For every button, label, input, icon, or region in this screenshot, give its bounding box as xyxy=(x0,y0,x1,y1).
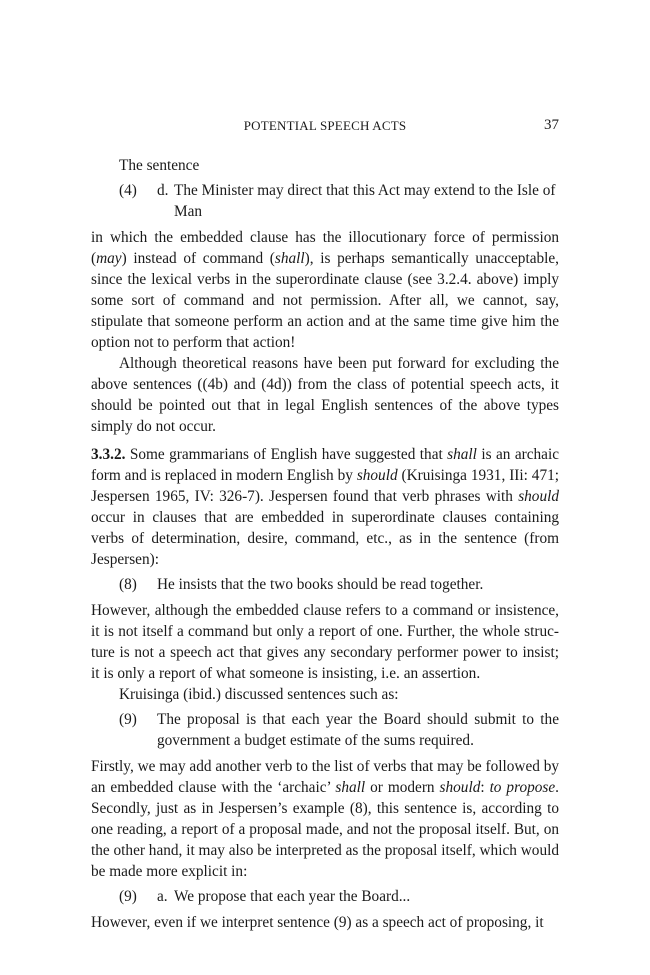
term-to-propose: to propose xyxy=(489,779,556,796)
body-text xyxy=(91,155,559,933)
paragraph-final: However, even if we interpret sentence (9) as a speech act of proposing, it xyxy=(91,914,544,931)
example-letter: a. xyxy=(157,888,168,905)
example-number: (4) xyxy=(119,182,137,199)
paragraph-propose: Firstly, we may add another verb to the list of verbs that may be followed by an embedded clause with the ‘archaic’ shall or modern should: to propose. Secondly, just as in Jespersen’s example (8), this sentence is, according to one reading, a report of a proposal made, and not the proposal itself. But, on the other hand, it may also be interpreted as the proposal itself, which would be made more explicit in: xyxy=(91,758,560,880)
term-shall: shall xyxy=(274,250,305,267)
intro-line: The sentence xyxy=(119,157,200,174)
book-page xyxy=(91,0,559,975)
paragraph-insistence: However, although the embedded clause refers to a command or insistence, it is not itself a command but only a report of one. Further, the whole structure is not a speech act that gives any secondary performer power to insist; it is only a report of what someone is insisting, i.e. an assertion. xyxy=(91,602,559,682)
example-body xyxy=(157,180,559,222)
running-head xyxy=(91,118,559,138)
example-text-line-2: Man xyxy=(174,203,203,220)
example-number: (9) xyxy=(119,888,137,905)
example-4d xyxy=(91,180,559,222)
example-text-line-1: The Minister may direct that this Act may extend to the Isle of xyxy=(174,182,556,199)
paragraph-permission: in which the embedded clause has the illocutionary force of permission (may) instead of command (shall), is perhaps semantically unacceptable, since the lexical verbs in the superordinate clause (see 3.2.4. above) imply some sort of command and not permission. After all, we cannot, say, stipulate that someone perform an action and at the same time give him the option not to perform that action! xyxy=(91,229,559,351)
example-letter: d. xyxy=(157,182,169,199)
paragraph-legal-english: Although theoretical reasons have been put forward for excluding the above sentences ((4b) and (4d)) from the class of potential speech acts, it should be pointed out that in legal English sentences of the above types simply do not occur. xyxy=(91,355,559,435)
example-8 xyxy=(91,574,559,595)
paragraph-section-3-3-2: 3.3.2. Some grammarians of English have suggested that shall is an archaic form and is replaced in modern English by should (Kruisinga 1931, IIi: 471; Jespersen 1965, IV: 326-7). Jespersen found that verb phrases with should occur in clauses that are embedded in superordinate clauses containing verbs of determination, desire, command, etc., as in the sentence (from Jespersen): xyxy=(91,446,559,568)
paragraph-kruisinga: Kruisinga (ibid.) discussed sentences such as: xyxy=(119,686,399,703)
example-text: We propose that each year the Board... xyxy=(174,888,411,905)
running-head-title: POTENTIAL SPEECH ACTS xyxy=(243,118,407,133)
example-text: The proposal is that each year the Board should submit to the government a budget estimate of the sums required. xyxy=(157,711,559,749)
page-number: 37 xyxy=(544,117,559,133)
example-number: (8) xyxy=(119,576,137,593)
term-may: may xyxy=(96,250,122,267)
example-9a xyxy=(91,886,559,907)
example-9 xyxy=(91,709,559,751)
section-number: 3.3.2. xyxy=(91,446,126,463)
example-text: He insists that the two books should be read together. xyxy=(157,576,484,593)
example-number: (9) xyxy=(119,711,137,728)
